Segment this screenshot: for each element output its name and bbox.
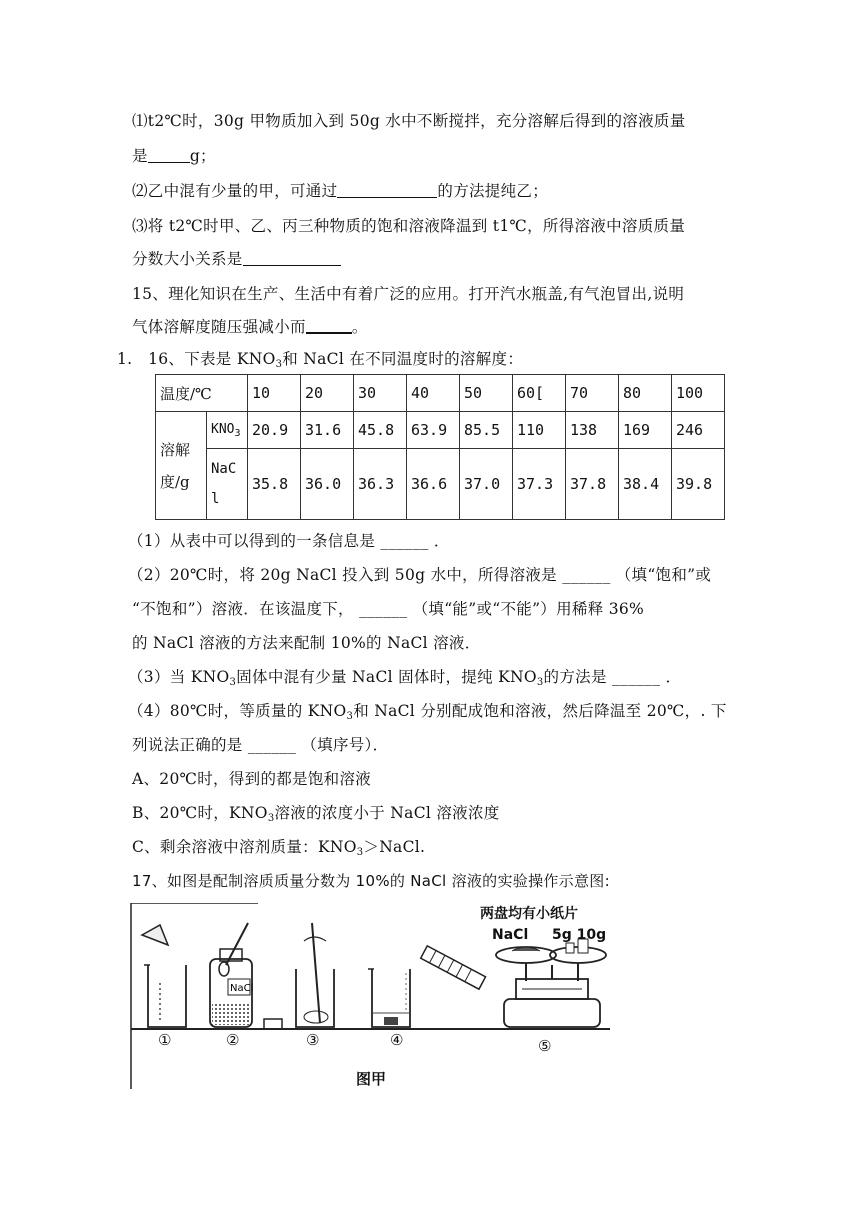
q16-sub2-line2: “不饱和”）溶液．在该温度下， ______ （填“能”或“不能”）用稀释 36% bbox=[132, 600, 645, 618]
kno3-value: 138 bbox=[566, 412, 619, 449]
q14-part2-blank[interactable] bbox=[337, 181, 437, 198]
q14-part2 bbox=[132, 180, 548, 202]
nacl-value: 38.4 bbox=[619, 449, 672, 520]
q16-title-pre: 16、下表是 KNO bbox=[148, 350, 276, 368]
q16-sub3 bbox=[128, 666, 681, 694]
q16-option-c-post: ＞NaCl. bbox=[363, 838, 426, 856]
q16-option-b bbox=[132, 802, 500, 830]
q16-title bbox=[117, 348, 523, 376]
row-label-line1: 溶解 bbox=[160, 440, 191, 459]
subscript: 3 bbox=[346, 711, 354, 722]
kno3-value: 20.9 bbox=[248, 412, 301, 449]
q14-part2-text-pre: ⑵乙中混有少量的甲，可通过 bbox=[132, 182, 338, 200]
subscript: 3 bbox=[267, 813, 275, 824]
row-label-line2: 度/g bbox=[160, 472, 190, 491]
temp-cell: 20 bbox=[301, 375, 354, 412]
kno3-value: 45.8 bbox=[354, 412, 407, 449]
q15-text-pre: 气体溶解度随压强减小而 bbox=[132, 318, 306, 336]
q16-sub4-post: 和 NaCl 分别配成饱和溶液，然后降温至 20℃，. 下 bbox=[353, 702, 727, 720]
kno3-value: 246 bbox=[672, 412, 725, 449]
nacl-label-line2: l bbox=[211, 491, 220, 507]
header-temperature-label: 温度/℃ bbox=[156, 375, 248, 412]
temp-cell: 100 bbox=[672, 375, 725, 412]
q16-sub4-line1 bbox=[128, 700, 727, 728]
q15-line1: 15、理化知识在生产、生活中有着广泛的应用。打开汽水瓶盖,有气泡冒出,说明 bbox=[132, 285, 685, 303]
nacl-value: 37.3 bbox=[513, 449, 566, 520]
nacl-value: 39.8 bbox=[672, 449, 725, 520]
balance-nacl-label: NaCl bbox=[492, 927, 529, 943]
q16-sub2-line3: 的 NaCl 溶液的方法来配制 10%的 NaCl 溶液． bbox=[132, 634, 481, 652]
kno3-label-sub: 3 bbox=[234, 427, 241, 439]
solubility-table bbox=[155, 374, 725, 520]
temp-cell: 10 bbox=[248, 375, 301, 412]
step-3-marker: ③ bbox=[306, 1031, 320, 1049]
kno3-label-text: KNO bbox=[211, 421, 235, 437]
q15-blank[interactable] bbox=[306, 316, 352, 334]
balance-weights-label: 5g 10g bbox=[552, 927, 607, 943]
step-5-marker: ⑤ bbox=[538, 1037, 552, 1055]
temp-cell: 60[ bbox=[513, 375, 566, 412]
lab-apparatus-illustration bbox=[130, 903, 610, 1089]
kno3-value: 85.5 bbox=[460, 412, 513, 449]
q16-list-number: 1. bbox=[117, 350, 133, 368]
temp-cell: 80 bbox=[619, 375, 672, 412]
q14-part1-text-pre: 是 bbox=[132, 147, 148, 165]
q14-part1-text-post: g； bbox=[189, 147, 216, 165]
q16-option-c-pre: C、剩余溶液中溶剂质量：KNO bbox=[132, 838, 357, 856]
q16-sub3-post: 的方法是 ______ ． bbox=[543, 668, 682, 686]
kno3-label bbox=[207, 412, 248, 449]
q14-part3-line2 bbox=[132, 248, 341, 270]
step-1-marker: ① bbox=[158, 1031, 172, 1049]
q14-part3-line1: ⑶将 t2℃时甲、乙、丙三种物质的饱和溶液降温到 t1℃，所得溶液中溶质质量 bbox=[132, 217, 686, 235]
kno3-value: 110 bbox=[513, 412, 566, 449]
nacl-value: 36.6 bbox=[407, 449, 460, 520]
table-row-kno3 bbox=[156, 412, 725, 449]
kno3-value: 169 bbox=[619, 412, 672, 449]
nacl-value: 36.3 bbox=[354, 449, 407, 520]
temp-cell: 50 bbox=[460, 375, 513, 412]
q14-part1-line1: ⑴t2℃时，30g 甲物质加入到 50g 水中不断搅拌，充分溶解后得到的溶液质量 bbox=[132, 112, 686, 130]
q16-sub3-pre: （3）当 KNO bbox=[128, 668, 230, 686]
q16-sub4-line2: 列说法正确的是 ______ （填序号）． bbox=[132, 736, 389, 754]
q17-title: 17、如图是配制溶质质量分数为 10%的 NaCl 溶液的实验操作示意图: bbox=[132, 872, 610, 890]
balance-note: 两盘均有小纸片 bbox=[480, 906, 578, 922]
step-4-marker: ④ bbox=[390, 1031, 404, 1049]
nacl-value: 37.0 bbox=[460, 449, 513, 520]
q15-text-post: 。 bbox=[351, 318, 368, 336]
subscript: 3 bbox=[356, 847, 364, 858]
q16-option-a: A、20℃时，得到的都是饱和溶液 bbox=[132, 770, 372, 788]
q16-option-b-post: 溶液的浓度小于 NaCl 溶液浓度 bbox=[274, 804, 500, 822]
q16-option-b-pre: B、20℃时，KNO bbox=[132, 804, 268, 822]
temp-cell: 70 bbox=[566, 375, 619, 412]
q16-sub1: （1）从表中可以得到的一条信息是 ______ ． bbox=[128, 532, 450, 550]
kno3-value: 63.9 bbox=[407, 412, 460, 449]
q16-title-post: 和 NaCl 在不同温度时的溶解度： bbox=[282, 350, 524, 368]
nacl-value: 35.8 bbox=[248, 449, 301, 520]
figure-caption: 图甲 bbox=[356, 1070, 387, 1088]
q16-sub3-mid: 固体中混有少量 NaCl 固体时，提纯 KNO bbox=[236, 668, 537, 686]
q15-line2 bbox=[132, 316, 368, 338]
subscript: 3 bbox=[229, 677, 237, 688]
nacl-label-line1: NaC bbox=[211, 461, 237, 477]
q16-option-c bbox=[132, 836, 425, 864]
row-label-solubility bbox=[156, 412, 207, 520]
q14-part1-line2 bbox=[132, 145, 216, 167]
temp-cell: 30 bbox=[354, 375, 407, 412]
q14-part2-text-post: 的方法提纯乙； bbox=[437, 182, 549, 200]
q16-sub4-pre: （4）80℃时，等质量的 KNO bbox=[128, 702, 347, 720]
q16-title-sub: 3 bbox=[275, 359, 283, 370]
temp-cell: 40 bbox=[407, 375, 460, 412]
nacl-value: 37.8 bbox=[566, 449, 619, 520]
q14-part3-blank[interactable] bbox=[243, 249, 341, 266]
table-row-nacl bbox=[156, 449, 725, 520]
nacl-label bbox=[207, 449, 248, 520]
bottle-label: NaCl bbox=[230, 983, 254, 994]
step-2-marker: ② bbox=[226, 1031, 240, 1049]
subscript: 3 bbox=[536, 677, 544, 688]
q16-sub2-line1: （2）20℃时，将 20g NaCl 投入到 50g 水中，所得溶液是 ______ （填“饱和”或 bbox=[128, 566, 712, 584]
table-header-row bbox=[156, 375, 725, 412]
q14-part3-text: 分数大小关系是 bbox=[132, 250, 243, 268]
q17-figure bbox=[130, 903, 610, 1089]
q14-part1-blank[interactable] bbox=[148, 146, 190, 163]
nacl-value: 36.0 bbox=[301, 449, 354, 520]
kno3-value: 31.6 bbox=[301, 412, 354, 449]
